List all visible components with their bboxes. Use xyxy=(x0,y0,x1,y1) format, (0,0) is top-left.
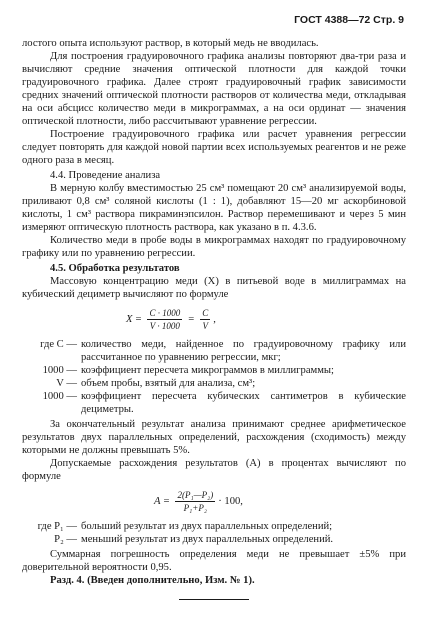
definition-text: количество меди, найденное по градуировочному графику или рассчитанное по уравнению регрессии, мкг; xyxy=(81,339,406,363)
formula-x-denominator-1: V · 1000 xyxy=(149,321,180,331)
definition-row xyxy=(22,364,406,377)
formula-a xyxy=(22,490,406,513)
definition-text: коэффициент пересчета микрограммов в миллиграммы; xyxy=(81,365,334,376)
formula-a-denominator: P₁+P₂ xyxy=(183,503,207,513)
paragraph-amendment-note: Разд. 4. (Введен дополнительно, Изм. № 1). xyxy=(50,575,255,586)
paragraph-procedure: В мерную колбу вместимостью 25 см³ помещают 20 см³ анализируемой воды, приливают 0,8 см³ соляной кислоты (1 : 1), добавляют 15—20 мг аскорбиновой кислоты, 1 см³ раствора пикраминэпсилон. Раствор перемешивают и через 5 мин измеряют оптическую плотность раствора, как указано в п. 4.3.6. xyxy=(22,183,406,233)
paragraph-copper-amount: Количество меди в пробе воды в микрограммах находят по градуировочному графику или по уравнению регрессии. xyxy=(22,235,406,259)
formula-a-fraction xyxy=(175,490,215,513)
definition-symbol: где P₁ — xyxy=(37,521,77,532)
definition-symbol: где C — xyxy=(40,339,77,350)
formula-a-definitions xyxy=(22,520,406,546)
formula-x-numerator-1: C · 1000 xyxy=(149,308,181,318)
formula-x-numerator-2: C xyxy=(202,308,209,318)
definition-text: коэффициент пересчета кубических сантиметров в кубические дециметры. xyxy=(81,391,406,415)
paragraph-continuation: лостого опыта используют раствор, в который медь не вводилась. xyxy=(22,38,319,49)
definition-row xyxy=(22,377,406,390)
formula-x-definitions xyxy=(22,338,406,416)
document-page xyxy=(22,14,406,600)
formula-x-end: , xyxy=(213,314,216,325)
formula-x-fraction-1 xyxy=(147,308,182,331)
definition-symbol: P₂ — xyxy=(54,534,77,545)
formula-x-equals: = xyxy=(135,314,142,325)
paragraph-regression: Построение градуировочного графика или расчет уравнения регрессии следует повторять для каждой новой партии всех используемых реагентов и не реже одного раза в месяц. xyxy=(22,129,406,166)
definition-row xyxy=(22,338,406,364)
paragraph-final-result: За окончательный результат анализа принимают среднее арифметическое результатов двух параллельных определений, расхождения (сходимость) между которыми не должны превышать 5%. xyxy=(22,419,406,456)
formula-x xyxy=(22,308,406,331)
definition-row xyxy=(22,520,406,533)
definition-text: меньший результат из двух параллельных определений. xyxy=(81,534,334,545)
paragraph-mass-concentration: Массовую концентрацию меди (X) в питьевой воде в миллиграммах на кубический дециметр вычисляют по формуле xyxy=(22,276,406,300)
formula-x-lhs: X xyxy=(126,314,133,325)
paragraph-allowed-divergence: Допускаемые расхождения результатов (A) в процентах вычисляют по формуле xyxy=(22,458,406,482)
definition-symbol: 1000 — xyxy=(42,365,77,376)
formula-a-numerator: 2(P₁—P₂) xyxy=(177,490,214,500)
page-header: ГОСТ 4388—72 Стр. 9 xyxy=(294,14,404,26)
formula-a-equals: = xyxy=(163,496,170,507)
formula-x-fraction-2 xyxy=(200,308,210,331)
definition-symbol: V — xyxy=(56,378,77,389)
section-heading-4-4: 4.4. Проведение анализа xyxy=(50,170,161,181)
paragraph-total-error: Суммарная погрешность определения меди не превышает ±5% при доверительной вероятности 0,95. xyxy=(22,549,406,573)
definition-symbol: 1000 — xyxy=(42,391,77,402)
definition-text: объем пробы, взятый для анализа, см³; xyxy=(81,378,256,389)
definition-text: больший результат из двух параллельных определений; xyxy=(81,521,333,532)
end-rule xyxy=(179,599,249,600)
definition-row xyxy=(22,533,406,546)
formula-x-equals-2: = xyxy=(188,314,195,325)
formula-a-tail: · 100, xyxy=(218,496,243,507)
formula-a-lhs: A xyxy=(154,496,161,507)
section-heading-4-5: 4.5. Обработка результатов xyxy=(50,263,180,274)
formula-x-denominator-2: V xyxy=(202,321,208,331)
definition-row xyxy=(22,390,406,416)
paragraph-calibration: Для построения градуировочного графика анализы повторяют два-три раза и вычисляют средние значения оптической плотности для каждой точки градуировочного графика. Далее строят градуировочный график зависимости средних значений оптической плотности растворов от количества меди, откладывая на оси абсцисс количество меди в микрограммах, а на оси ординат — значения оптической плотности, либо рассчитывают уравнение регрессии. xyxy=(22,51,406,127)
